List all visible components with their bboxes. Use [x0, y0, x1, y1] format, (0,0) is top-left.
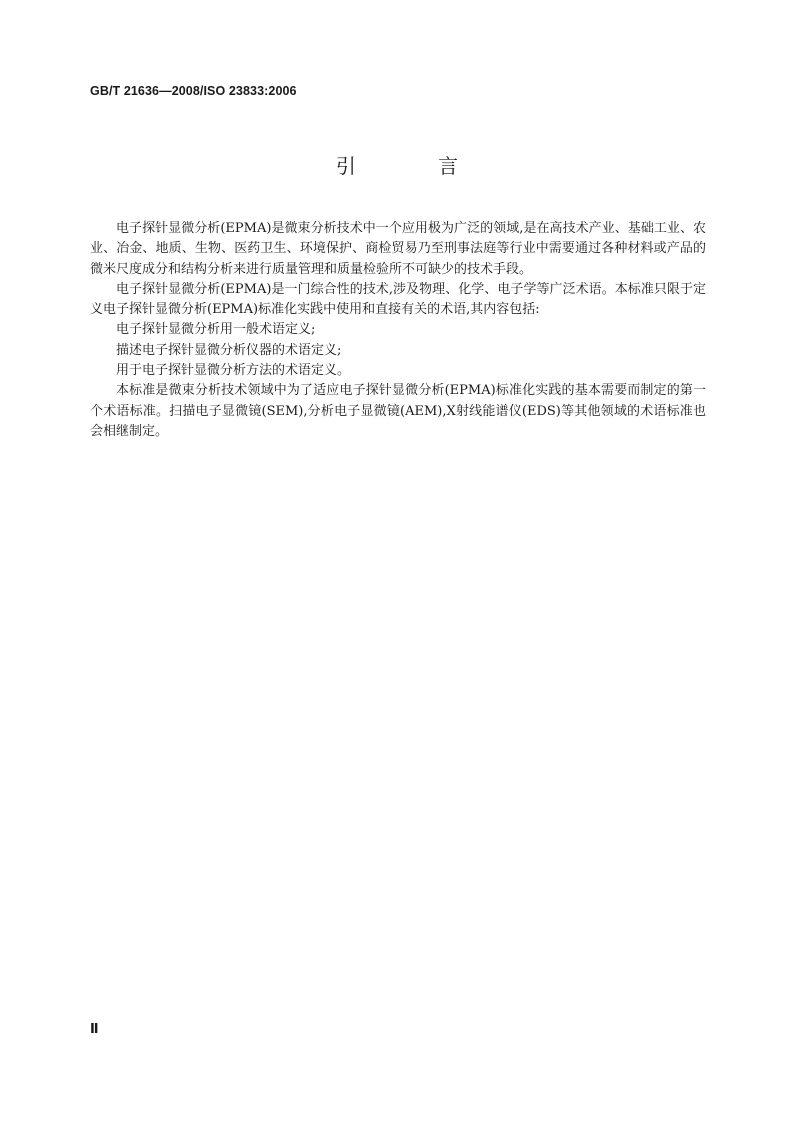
- paragraph-standard-purpose: 本标准是微束分析技术领域中为了适应电子探针显微分析(EPMA)标准化实践的基本需要而制定的第一个术语标准。扫描电子显微镜(SEM),分析电子显微镜(AEM),X射线能谱仪(EDS)等其他领域的术语标准也会相继制定。: [90, 383, 706, 439]
- paragraph-epma-overview: 电子探针显微分析(EPMA)是微束分析技术中一个应用极为广泛的领域,是在高技术产业、基础工业、农业、冶金、地质、生物、医药卫生、环境保护、商检贸易乃至刑事法庭等行业中需要通过各种材料或产品的微米尺度成分和结构分析来进行质量管理和质量检验所不可缺少的技术手段。: [90, 221, 706, 277]
- page-title: 引 言: [335, 154, 497, 178]
- paragraph-scope: 电子探针显微分析(EPMA)是一门综合性的技术,涉及物理、化学、电子学等广泛术语。本标准只限于定义电子探针显微分析(EPMA)标准化实践中使用和直接有关的术语,其内容包括:: [90, 281, 706, 318]
- introduction-body: [90, 219, 706, 442]
- page-number: Ⅱ: [90, 1022, 99, 1037]
- list-item-general-terms: 电子探针显微分析用一般术语定义;: [116, 322, 316, 338]
- list-item-instrument-terms: 描述电子探针显微分析仪器的术语定义;: [116, 342, 342, 358]
- standard-code: GB/T 21636—2008/ISO 23833:2006: [90, 84, 297, 98]
- list-item-method-terms: 用于电子探针显微分析方法的术语定义。: [116, 363, 351, 379]
